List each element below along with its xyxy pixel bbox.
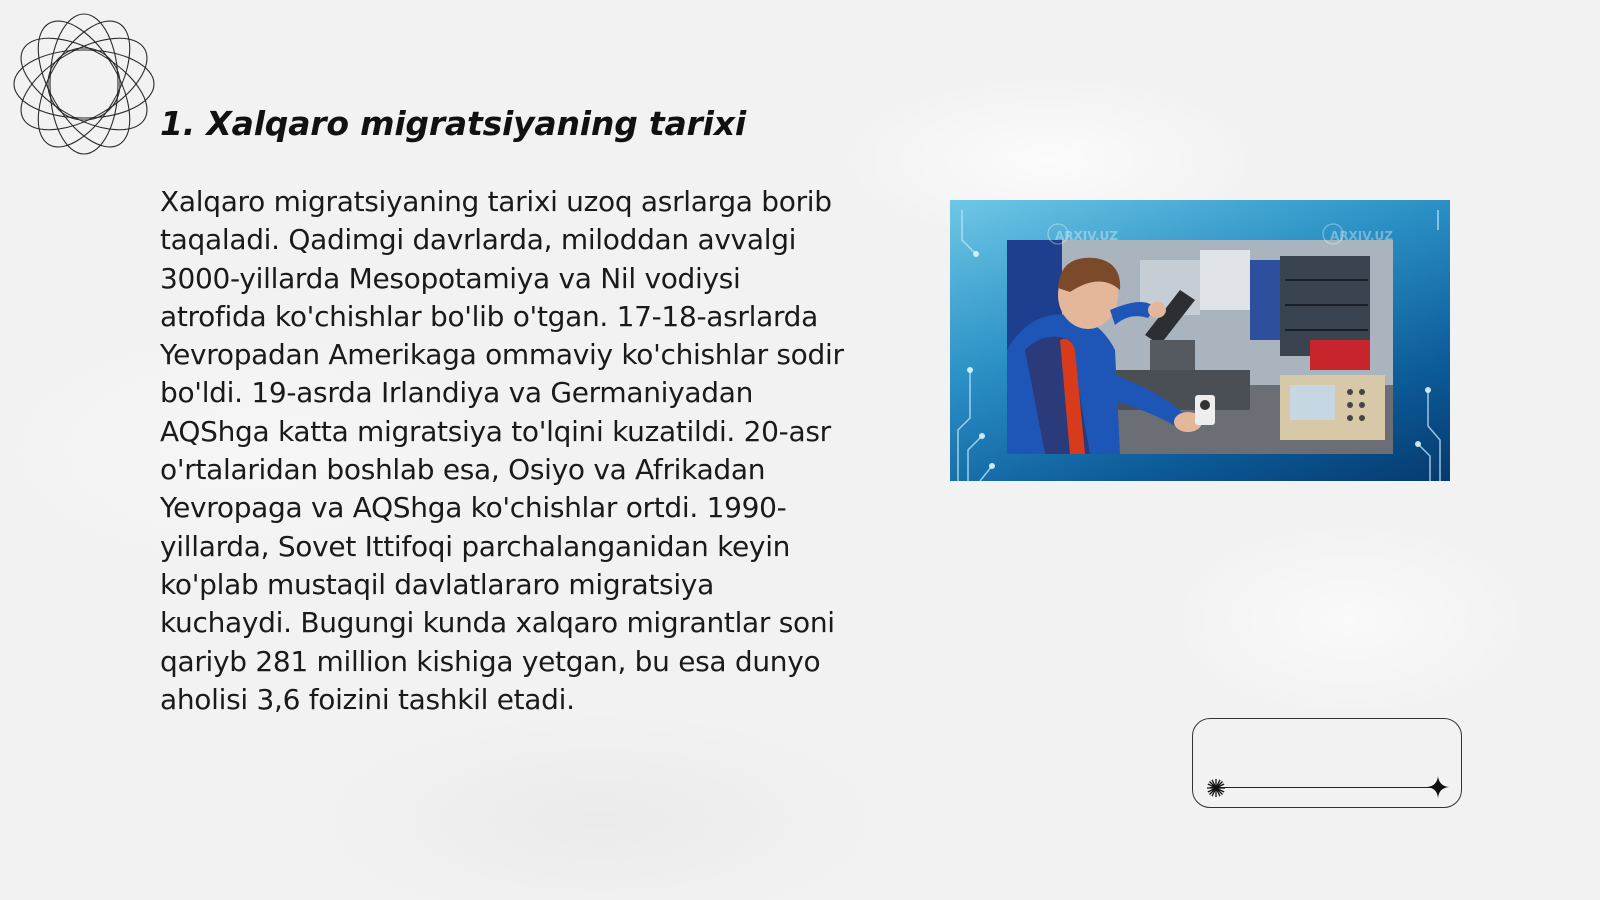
starburst-icon bbox=[1206, 778, 1226, 798]
photo-watermark-right: ARXIV.UZ bbox=[1330, 229, 1393, 243]
slide-title: 1. Xalqaro migratsiyaning tarixi bbox=[160, 104, 746, 143]
circular-ornament-icon bbox=[10, 10, 158, 158]
photo-watermark-left: ARXIV.UZ bbox=[1055, 229, 1118, 243]
decorative-line bbox=[1210, 787, 1440, 788]
lab-worker-photo bbox=[950, 200, 1450, 481]
sparkle-icon bbox=[1427, 776, 1449, 798]
slide-body-text: Xalqaro migratsiyaning tarixi uzoq asrlarga borib taqaladi. Qadimgi davrlarda, miloddan avvalgi 3000-yillarda Mesopotamiya va Nil vodiysi atrofida ko'chishlar bo'lib o'tgan. 17-18-asrlarda Yevropadan Amerikaga ommaviy ko'chishlar sodir bo'ldi. 19-asrda Irlandiya va Germaniyadan AQShga katta migratsiya to'lqini kuzatildi. 20-asr o'rtalaridan boshlab esa, Osiyo va Afrikadan Yevropaga va AQShga ko'chishlar ortdi. 1990-yillarda, Sovet Ittifoqi parchalanganidan keyin ko'plab mustaqil davlatlararo migratsiya kuchaydi. Bugungi kunda xalqaro migrantlar soni qariyb 281 million kishiga yetgan, bu esa dunyo aholisi 3,6 foizini tashkil etadi. bbox=[160, 185, 844, 716]
decorative-rounded-box bbox=[1192, 718, 1462, 808]
